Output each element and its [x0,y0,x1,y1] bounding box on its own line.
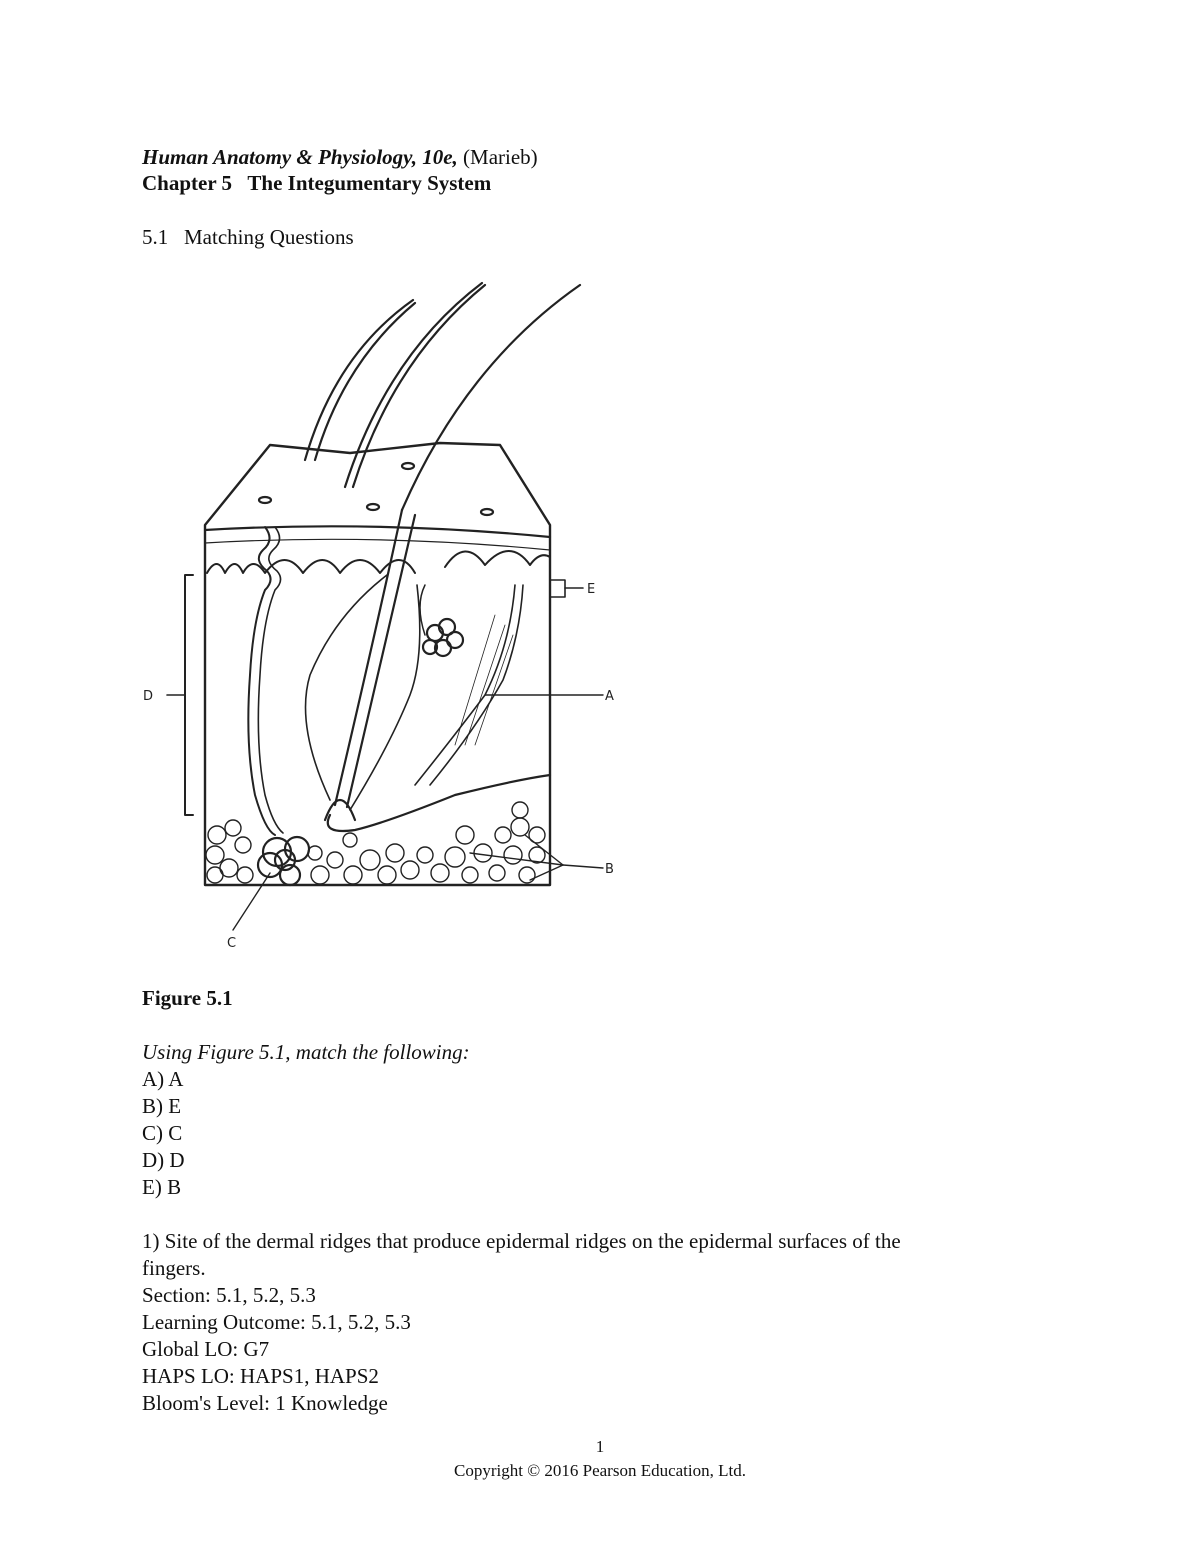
label-c: C [227,936,237,951]
author: (Marieb) [463,145,538,169]
option-e: E) B [142,1175,182,1199]
option-c: C) C [142,1121,183,1145]
question-instruction: Using Figure 5.1, match the following: [142,1040,470,1064]
copyright: Copyright © 2016 Pearson Education, Ltd. [454,1461,746,1480]
meta-haps-lo: HAPS LO: HAPS1, HAPS2 [142,1364,379,1388]
meta-blooms-level: Bloom's Level: 1 Knowledge [142,1391,388,1415]
hair-shaft-middle [345,283,482,487]
hair-shaft-left [305,300,413,460]
section-heading: 5.1 Matching Questions [142,225,354,249]
meta-section: Section: 5.1, 5.2, 5.3 [142,1283,316,1307]
chapter-heading [142,170,491,196]
question-text-line2: fingers. [142,1256,206,1280]
adipose-cells [206,802,545,884]
meta-global-lo: Global LO: G7 [142,1337,270,1361]
label-d: D [143,689,154,704]
skin-diagram [125,275,645,965]
option-b: B) E [142,1094,182,1118]
chapter-number: Chapter 5 [142,171,233,195]
option-d: D) D [142,1148,185,1172]
page-number: 1 [595,1437,605,1456]
label-e: E [587,582,596,597]
option-a: A) A [142,1067,184,1091]
figure-caption: Figure 5.1 [142,986,233,1010]
label-c-leader [233,873,270,930]
label-d-bracket [185,575,193,815]
question-text-line1: 1) Site of the dermal ridges that produce epidermal ridges on the epidermal surfaces of the [142,1229,901,1253]
label-a: A [605,689,614,704]
meta-learning-outcome: Learning Outcome: 5.1, 5.2, 5.3 [142,1310,411,1334]
label-e-bracket [550,580,565,597]
book-title: Human Anatomy & Physiology, 10e, [142,145,458,169]
hair-shaft-right [402,285,580,510]
chapter-name: The Integumentary System [247,171,492,195]
book-citation [142,144,538,170]
label-b: B [605,862,614,877]
